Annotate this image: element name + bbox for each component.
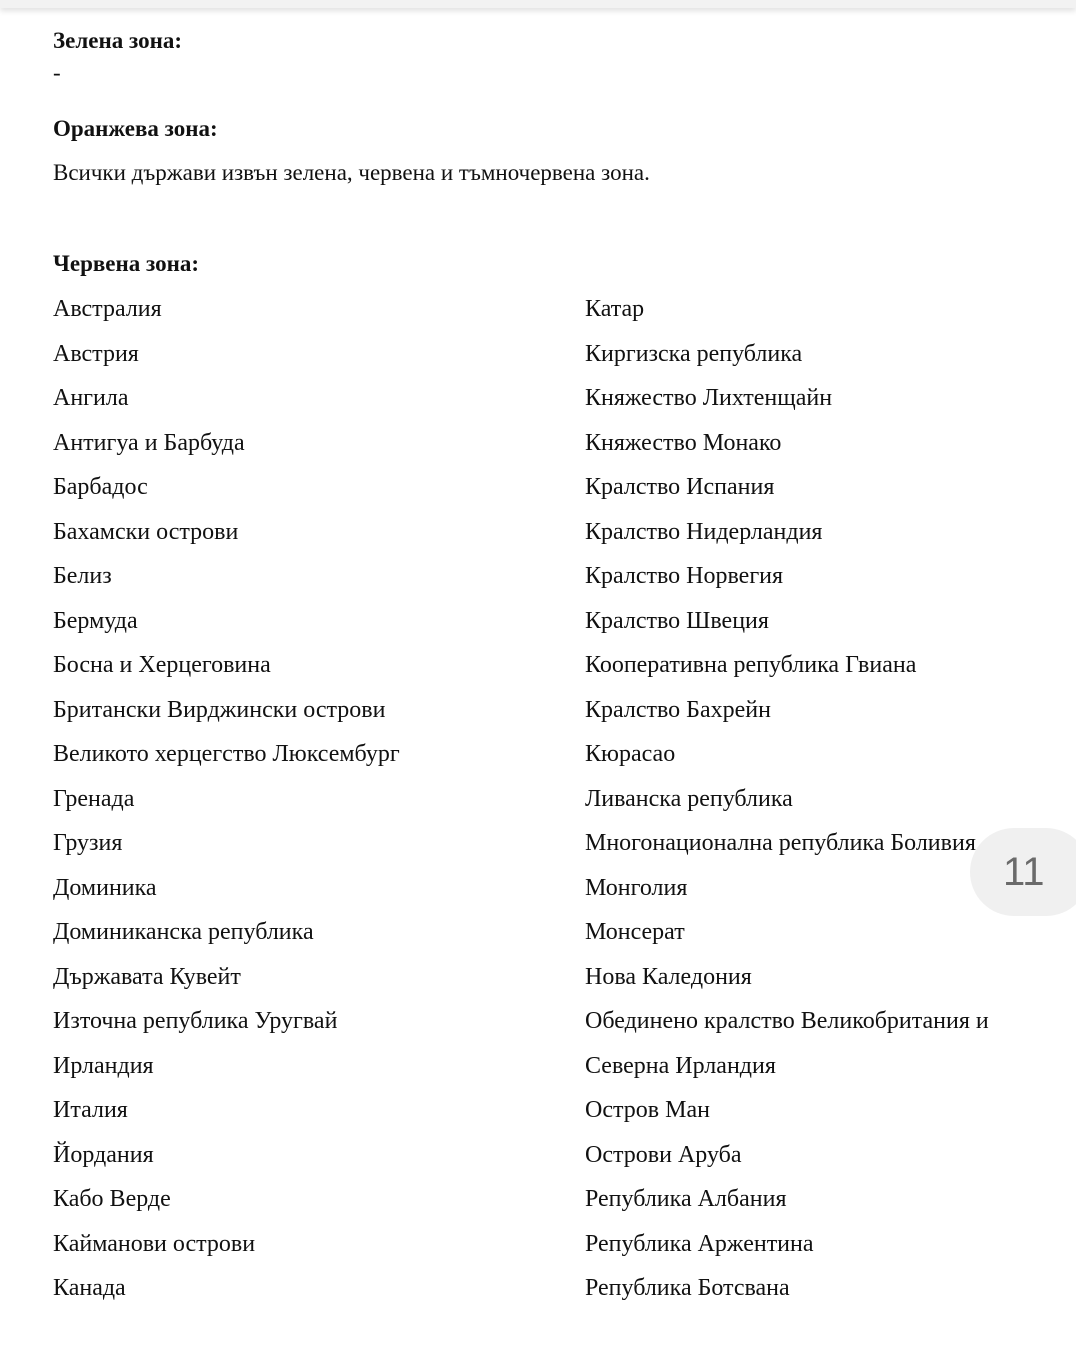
country-item: Ирландия	[53, 1052, 154, 1079]
country-item: Остров Ман	[585, 1097, 710, 1123]
country-item: Република Албания	[585, 1186, 787, 1212]
green-zone-text: -	[53, 60, 61, 85]
country-item: Киргизска република	[585, 340, 803, 367]
country-item: Република Ботсвана	[585, 1275, 790, 1301]
country-item: Република Аржентина	[585, 1230, 814, 1257]
country-item: Кралство Швеция	[585, 607, 769, 634]
country-item: Барбадос	[53, 474, 148, 500]
country-item: Обединено кралство Великобритания и	[585, 1008, 989, 1034]
country-item: Белиз	[53, 563, 112, 589]
country-item: Австрия	[53, 340, 139, 367]
country-item: Австралия	[53, 296, 162, 322]
country-item: Канада	[53, 1275, 126, 1301]
country-item: Княжество Монако	[585, 429, 782, 456]
red-zone-right-column	[585, 292, 989, 1316]
country-item: Антигуа и Барбуда	[53, 429, 245, 456]
orange-zone-heading: Оранжева зона:	[53, 116, 218, 141]
country-item: Босна и Херцеговина	[53, 652, 271, 678]
orange-zone-text: Всички държави извън зелена, червена и тъмночервена зона.	[53, 160, 650, 185]
viewer-top-bar	[0, 0, 1076, 8]
country-item: Бахамски острови	[53, 518, 239, 545]
country-item: Гренада	[53, 785, 135, 812]
country-item: Италия	[53, 1097, 128, 1123]
country-item: Монголия	[585, 874, 688, 901]
country-item: Кралство Испания	[585, 474, 775, 500]
country-item: Кайманови острови	[53, 1230, 256, 1257]
country-item: Острови Аруба	[585, 1141, 742, 1168]
country-item: Източна република Уругвай	[53, 1008, 338, 1034]
country-item: Кооперативна република Гвиана	[585, 652, 917, 678]
country-item: Кралство Норвегия	[585, 563, 784, 589]
country-item: Грузия	[53, 830, 123, 856]
country-item: Княжество Лихтенщайн	[585, 385, 833, 411]
country-item: Кюрасао	[585, 741, 676, 767]
country-item: Кралство Нидерландия	[585, 518, 823, 545]
country-item: Кралство Бахрейн	[585, 696, 771, 723]
country-item: Северна Ирландия	[585, 1052, 776, 1079]
red-zone-left-column	[53, 292, 400, 1316]
country-item: Кабо Верде	[53, 1186, 171, 1212]
country-item: Катар	[585, 296, 645, 322]
country-item: Държавата Кувейт	[53, 963, 241, 990]
country-item: Ангила	[53, 385, 129, 411]
country-item: Многонационална република Боливия	[585, 830, 976, 856]
country-item: Нова Каледония	[585, 963, 752, 990]
page-number-badge: 11	[970, 828, 1076, 916]
country-item: Бермуда	[53, 607, 138, 634]
country-item: Монсерат	[585, 919, 685, 945]
country-item: Великото херцегство Люксембург	[53, 741, 400, 767]
country-item: Британски Вирджински острови	[53, 696, 386, 723]
red-zone-heading: Червена зона:	[53, 251, 200, 276]
country-item: Доминиканска република	[53, 919, 314, 945]
country-item: Йордания	[53, 1141, 154, 1168]
country-item: Доминика	[53, 874, 157, 901]
country-item: Ливанска република	[585, 785, 793, 812]
green-zone-heading: Зелена зона:	[53, 28, 182, 53]
